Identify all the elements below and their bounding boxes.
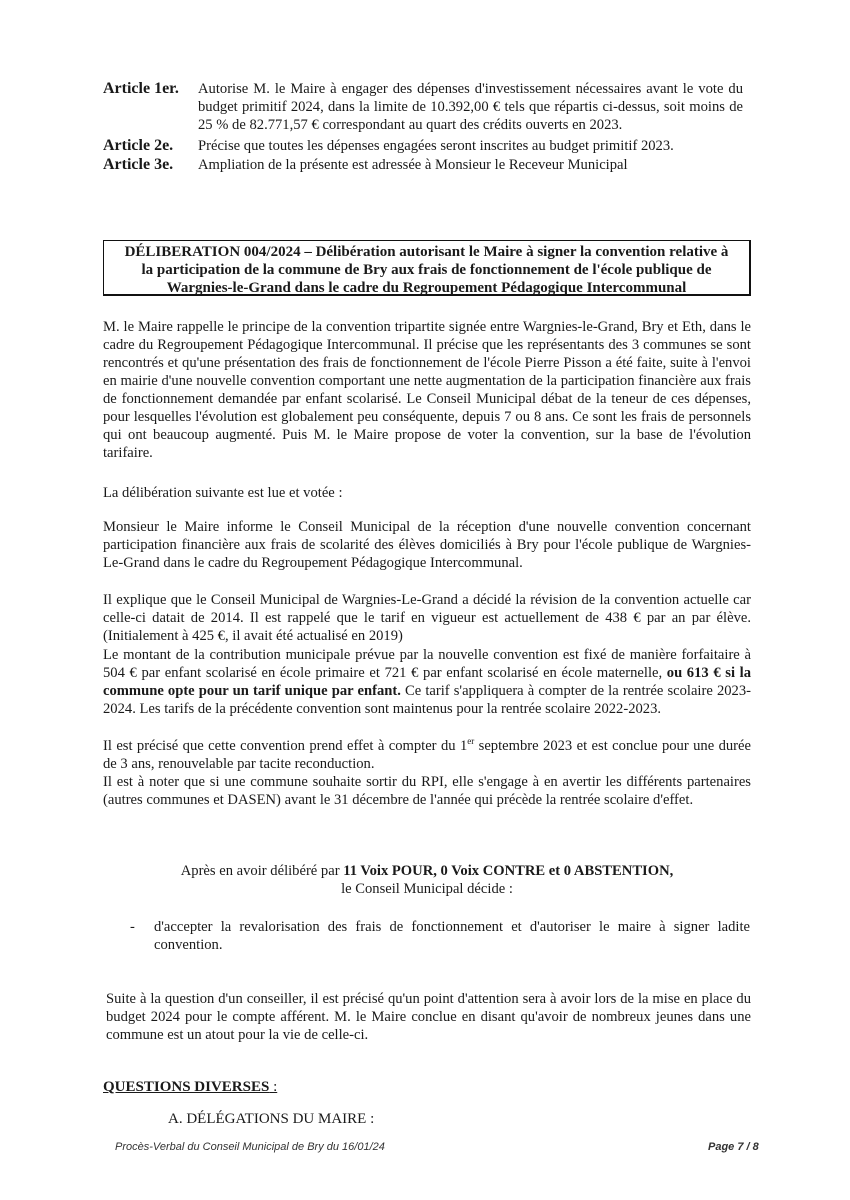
vote-result — [103, 862, 751, 898]
section-a-heading: A. DÉLÉGATIONS DU MAIRE : — [168, 1111, 375, 1127]
effect-date-text: Il est précisé que cette convention prend effet à compter du 1 — [103, 738, 468, 754]
contribution-unique-rate: ou 613 € si la commune opte pour un tarif unique par enfant. — [103, 665, 751, 699]
paragraph-closing: Suite à la question d'un conseiller, il est précisé qu'un point d'attention sera à avoir lors de la mise en place du budget 2024 pour le compte afférent. M. le Maire conclue en disant qu'avoir de nombreux jeunes dans une commune est un atout pour la vie de celle-ci. — [106, 991, 751, 1043]
article-2-label: Article 2e. — [103, 137, 174, 154]
contribution-text: Le montant de la contribution municipale prévue par la nouvelle convention est fixé de manière forfaitaire à 504 € par enfant scolarisé en école primaire et 721 € par enfant scolarisé en école maternelle, — [103, 647, 751, 681]
deliberation-title-line-1: DÉLIBERATION 004/2024 – Délibération autorisant le Maire à signer la convention relative à — [124, 244, 729, 260]
article-2 — [103, 137, 743, 155]
paragraph-vote-intro: La délibération suivante est lue et votée : — [103, 485, 343, 501]
effect-date-text-end: septembre 2023 et est conclue pour une durée de 3 ans, renouvelable par tacite reconduction. — [103, 738, 751, 772]
footer-document-title: Procès-Verbal du Conseil Municipal de Bry du 16/01/24 — [115, 1141, 385, 1153]
decision-item — [130, 918, 750, 954]
article-3-label: Article 3e. — [103, 156, 174, 173]
article-1-text: Autorise M. le Maire à engager des dépenses d'investissement nécessaires avant le vote du budget primitif 2024, dans la limite de 10.392,00 € tels que répartis ci-dessus, soit moins de 25 % de 82.771,57 € correspondant au quart des crédits ouverts en 2023. — [198, 81, 743, 133]
questions-heading-text: QUESTIONS DIVERSES — [103, 1079, 270, 1095]
article-1 — [103, 80, 743, 134]
deliberation-title-box — [103, 240, 751, 296]
paragraph-contribution — [103, 646, 751, 718]
paragraph-reception: Monsieur le Maire informe le Conseil Municipal de la réception d'une nouvelle convention concernant participation financière aux frais de scolarité des élèves domiciliés à Bry pour l'école publique de Wargnies-Le-Grand dans le cadre du Regroupement Pédagogique Intercommunal. — [103, 519, 751, 571]
deliberation-title-line-2: la participation de la commune de Bry aux frais de fonctionnement de l'école publique de — [141, 262, 712, 278]
list-dash: - — [130, 919, 135, 935]
article-1-label: Article 1er. — [103, 80, 179, 97]
article-3-text: Ampliation de la présente est adressée à Monsieur le Receveur Municipal — [198, 157, 628, 173]
article-3 — [103, 156, 743, 174]
questions-heading-colon: : — [269, 1079, 278, 1095]
vote-line-1 — [103, 862, 751, 880]
effect-date-superscript: er — [467, 736, 475, 747]
footer-page-number: Page 7 / 8 — [708, 1141, 759, 1153]
paragraph-rpi-exit: Il est à noter que si une commune souhaite sortir du RPI, elle s'engage à en avertir les différents partenaires (autres communes et DASEN) avant le 31 décembre de l'année qui précède la rentrée scolaire d'effet. — [103, 774, 751, 808]
paragraph-revision: Il explique que le Conseil Municipal de Wargnies-Le-Grand a décidé la révision de la convention actuelle car celle-ci datait de 2014. Il est rappelé que le tarif en vigueur est actuellement de 438 € par an par élève. (Initialement à 425 €, il avait été actualisé en 2019) — [103, 592, 751, 644]
paragraph-effect-date — [103, 737, 751, 773]
vote-pre: Après en avoir délibéré par — [180, 863, 344, 879]
paragraph-intro: M. le Maire rappelle le principe de la convention tripartite signée entre Wargnies-le-Grand, Bry et Eth, dans le cadre du Regroupement Pédagogique Intercommunal. Il précise que les représentants des 3 communes se sont rencontrés et qu'une présentation des frais de fonctionnement de l'école Pierre Pisson a été faite, suite à l'envoi en mairie d'une nouvelle convention comportant une nette augmentation de la participation financière aux frais de fonctionnement demandée par enfant scolarisé. Le Conseil Municipal débat de la teneur de ces dépenses, pour lesquelles l'évolution est globalement peu conséquente, depuis 7 ou 8 ans. Ce sont les frais de personnels qui ont beaucoup augmenté. Puis M. le Maire propose de voter la convention, sur la base de l'évolution tarifaire. — [103, 319, 751, 461]
questions-diverses-heading — [103, 1078, 277, 1096]
decision-text: d'accepter la revalorisation des frais de fonctionnement et d'autoriser le maire à signer ladite convention. — [154, 919, 750, 953]
article-2-text: Précise que toutes les dépenses engagées seront inscrites au budget primitif 2023. — [198, 138, 674, 154]
vote-line-2: le Conseil Municipal décide : — [341, 881, 513, 897]
contribution-text-end: Ce tarif s'appliquera à compter de la rentrée scolaire 2023-2024. Les tarifs de la précédente convention sont maintenus pour la rentrée scolaire 2022-2023. — [103, 683, 751, 717]
deliberation-title-line-3: Wargnies-le-Grand dans le cadre du Regroupement Pédagogique Intercommunal — [166, 280, 687, 296]
vote-count: 11 Voix POUR, 0 Voix CONTRE et 0 ABSTENTION, — [343, 863, 674, 879]
